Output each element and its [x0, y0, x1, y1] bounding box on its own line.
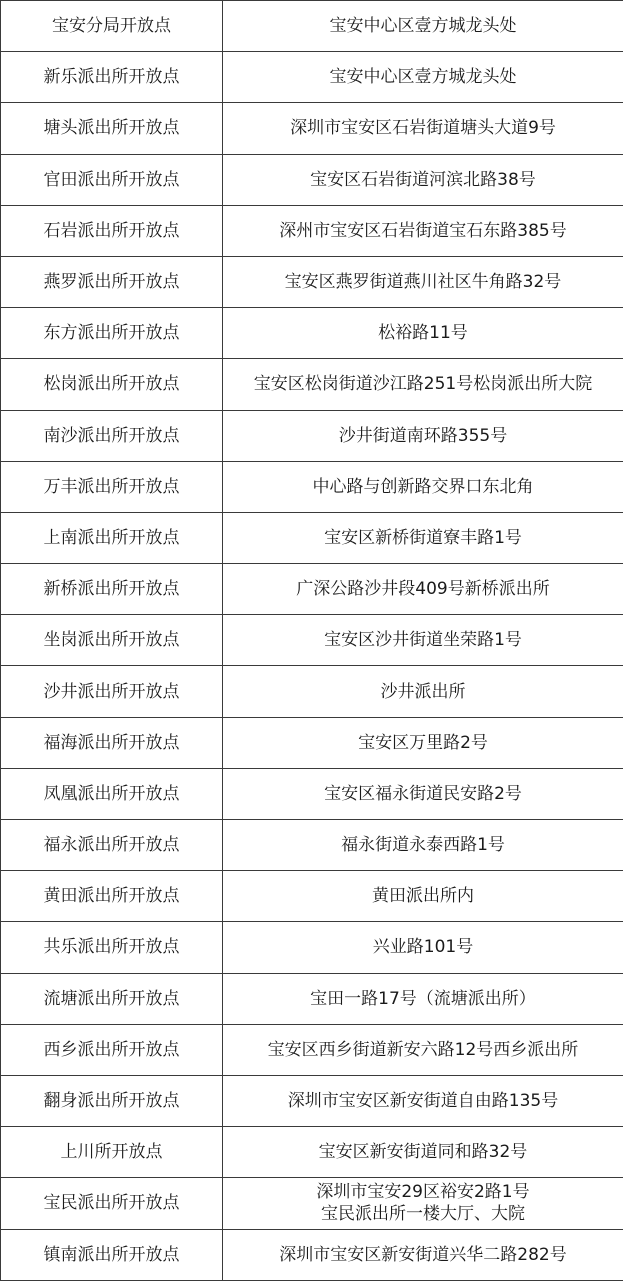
site-address-cell: 宝安区新桥街道寮丰路1号: [223, 512, 623, 563]
site-name-cell: 新桥派出所开放点: [1, 564, 223, 615]
site-name-cell: 塘头派出所开放点: [1, 103, 223, 154]
site-address-cell: 宝安区燕罗街道燕川社区牛角路32号: [223, 256, 623, 307]
table-row: [1, 1, 623, 52]
site-address-cell: 深州市宝安区石岩街道宝石东路385号: [223, 205, 623, 256]
table-row: [1, 308, 623, 359]
site-address-cell: 宝安区福永街道民安路2号: [223, 768, 623, 819]
table-row: [1, 564, 623, 615]
locations-table-body: [1, 1, 623, 1281]
table-row: [1, 666, 623, 717]
site-name-cell: 西乡派出所开放点: [1, 1024, 223, 1075]
site-address-cell: 宝安区松岗街道沙江路251号松岗派出所大院: [223, 359, 623, 410]
site-address-cell: 沙井街道南环路355号: [223, 410, 623, 461]
site-name-cell: 官田派出所开放点: [1, 154, 223, 205]
site-address-cell: 深圳市宝安29区裕安2路1号 宝民派出所一楼大厅、大院: [223, 1178, 623, 1229]
site-name-cell: 黄田派出所开放点: [1, 871, 223, 922]
table-row: [1, 1075, 623, 1126]
table-row: [1, 768, 623, 819]
site-name-cell: 坐岗派出所开放点: [1, 615, 223, 666]
site-address-cell: 深圳市宝安区新安街道自由路135号: [223, 1075, 623, 1126]
site-name-cell: 石岩派出所开放点: [1, 205, 223, 256]
table-row: [1, 871, 623, 922]
table-row: [1, 1024, 623, 1075]
site-name-cell: 上川所开放点: [1, 1127, 223, 1178]
site-address-cell: 宝安区万里路2号: [223, 717, 623, 768]
site-name-cell: 宝民派出所开放点: [1, 1178, 223, 1229]
table-row: [1, 103, 623, 154]
site-address-cell: 沙井派出所: [223, 666, 623, 717]
table-row: [1, 154, 623, 205]
site-address-cell: 宝安区西乡街道新安六路12号西乡派出所: [223, 1024, 623, 1075]
table-row: [1, 615, 623, 666]
site-name-cell: 镇南派出所开放点: [1, 1229, 223, 1280]
site-address-cell: 中心路与创新路交界口东北角: [223, 461, 623, 512]
table-row: [1, 52, 623, 103]
table-row: [1, 922, 623, 973]
site-address-cell: 宝安区石岩街道河滨北路38号: [223, 154, 623, 205]
site-name-cell: 翻身派出所开放点: [1, 1075, 223, 1126]
site-address-cell: 黄田派出所内: [223, 871, 623, 922]
table-row: [1, 820, 623, 871]
site-address-cell: 深圳市宝安区石岩街道塘头大道9号: [223, 103, 623, 154]
site-name-cell: 共乐派出所开放点: [1, 922, 223, 973]
site-name-cell: 凤凰派出所开放点: [1, 768, 223, 819]
site-address-cell: 宝安中心区壹方城龙头处: [223, 52, 623, 103]
site-address-cell: 宝安中心区壹方城龙头处: [223, 1, 623, 52]
site-address-cell: 松裕路11号: [223, 308, 623, 359]
site-name-cell: 福永派出所开放点: [1, 820, 223, 871]
table-row: [1, 205, 623, 256]
site-name-cell: 万丰派出所开放点: [1, 461, 223, 512]
table-row: [1, 973, 623, 1024]
table-row: [1, 461, 623, 512]
table-row: [1, 717, 623, 768]
table-row: [1, 410, 623, 461]
table-row: [1, 1127, 623, 1178]
site-name-cell: 福海派出所开放点: [1, 717, 223, 768]
table-row: [1, 512, 623, 563]
site-name-cell: 松岗派出所开放点: [1, 359, 223, 410]
site-name-cell: 燕罗派出所开放点: [1, 256, 223, 307]
site-address-cell: 广深公路沙井段409号新桥派出所: [223, 564, 623, 615]
site-name-cell: 新乐派出所开放点: [1, 52, 223, 103]
site-name-cell: 宝安分局开放点: [1, 1, 223, 52]
site-address-cell: 兴业路101号: [223, 922, 623, 973]
site-address-cell: 宝安区沙井街道坐荣路1号: [223, 615, 623, 666]
site-address-cell: 福永街道永泰西路1号: [223, 820, 623, 871]
table-row: [1, 1178, 623, 1229]
site-name-cell: 东方派出所开放点: [1, 308, 223, 359]
site-name-cell: 南沙派出所开放点: [1, 410, 223, 461]
site-address-cell: 深圳市宝安区新安街道兴华二路282号: [223, 1229, 623, 1280]
table-row: [1, 1229, 623, 1280]
table-row: [1, 256, 623, 307]
table-row: [1, 359, 623, 410]
site-address-cell: 宝田一路17号（流塘派出所）: [223, 973, 623, 1024]
site-name-cell: 上南派出所开放点: [1, 512, 223, 563]
site-address-cell: 宝安区新安街道同和路32号: [223, 1127, 623, 1178]
site-name-cell: 沙井派出所开放点: [1, 666, 223, 717]
site-name-cell: 流塘派出所开放点: [1, 973, 223, 1024]
